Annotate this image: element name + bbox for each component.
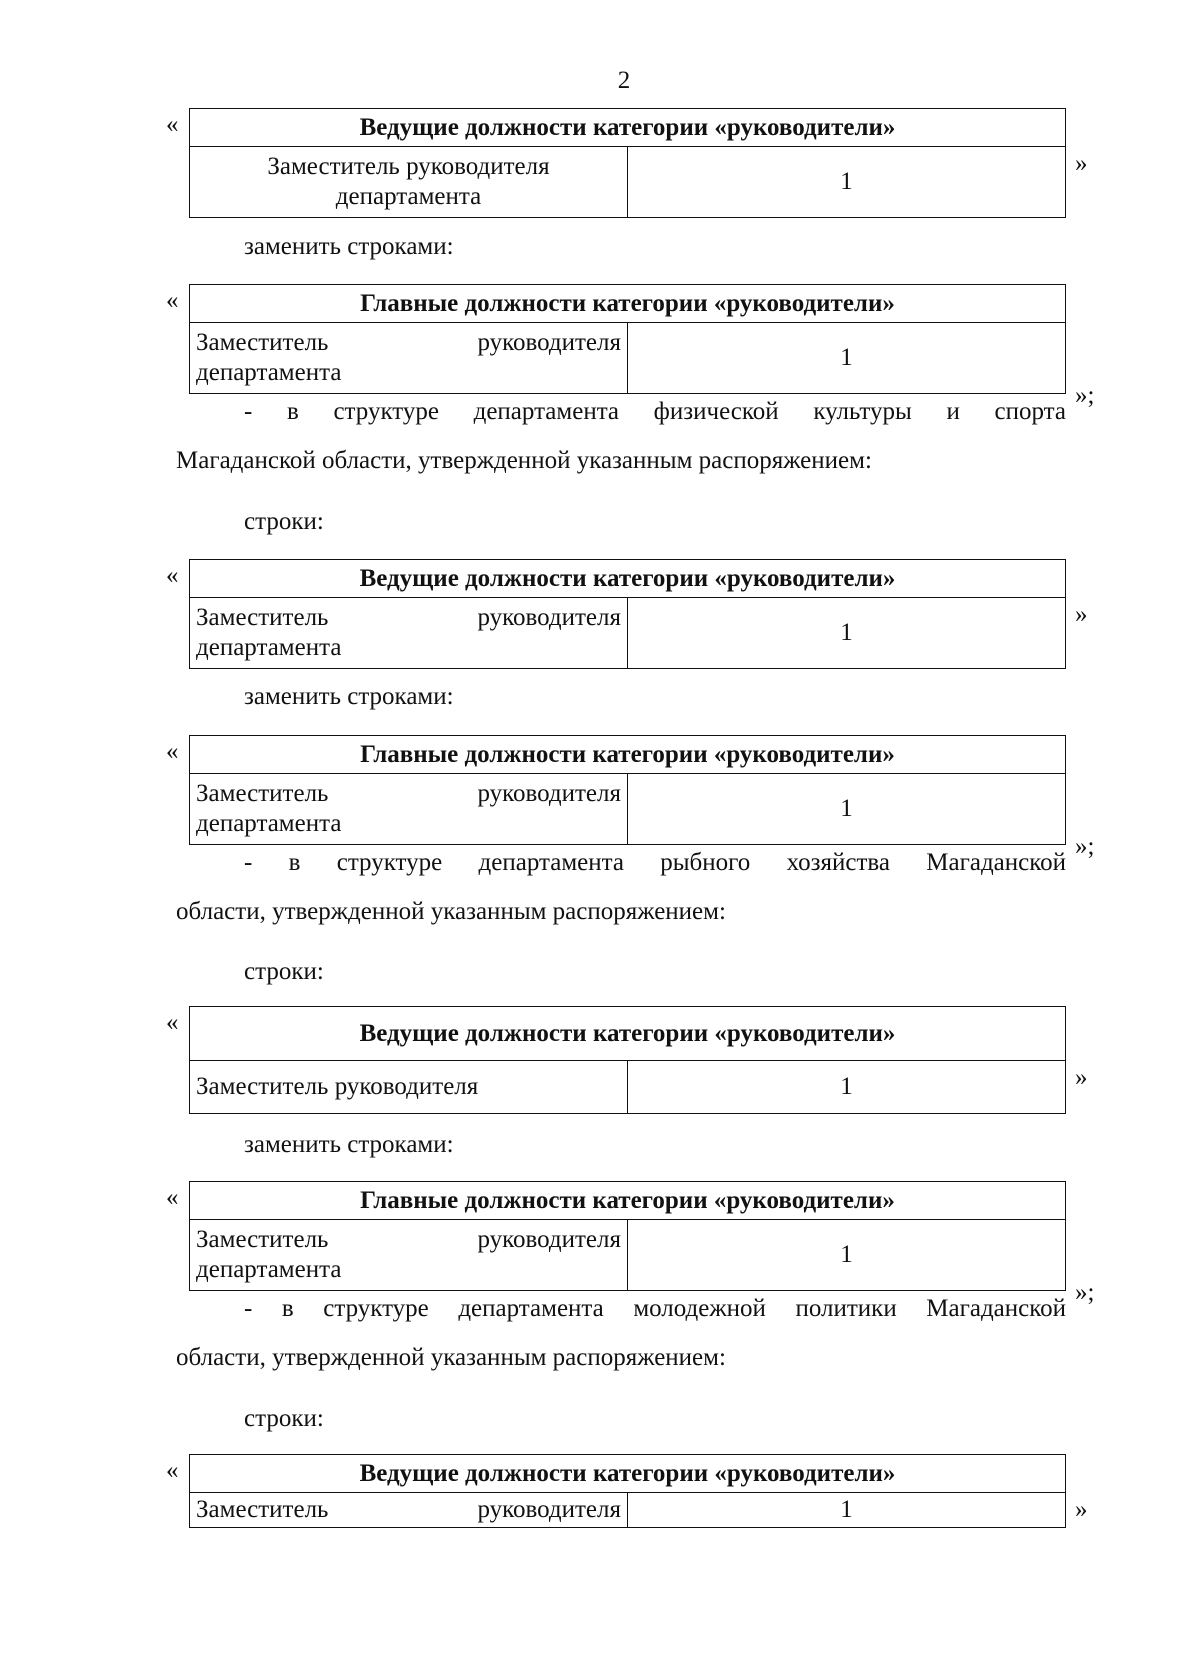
position-count: 1 — [628, 147, 1066, 218]
table-header: Главные должности категории «руководители» — [190, 285, 1066, 323]
paragraph-first-line: - в структуре департамента рыбного хозяйства Магаданской — [244, 849, 1066, 876]
position-count: 1 — [628, 1493, 1066, 1528]
opening-quote: « — [166, 1009, 179, 1036]
position-table — [189, 1006, 1066, 1114]
instruction-text: заменить строками: — [244, 233, 454, 260]
paragraph-first-line: - в структуре департамента физической культуры и спорта — [244, 398, 1066, 425]
opening-quote: « — [166, 1457, 179, 1484]
closing-quote: » — [1075, 150, 1088, 177]
table-header: Ведущие должности категории «руководители» — [190, 1455, 1066, 1493]
position-name: Заместитель руководителя — [190, 1061, 628, 1114]
position-word: руководителя — [477, 604, 621, 631]
closing-quote: » — [1075, 1064, 1088, 1091]
position-word: Заместитель — [196, 1226, 329, 1253]
position-name — [190, 774, 628, 845]
position-count: 1 — [628, 1220, 1066, 1291]
opening-quote: « — [166, 1184, 179, 1211]
position-table — [189, 735, 1066, 845]
closing-quote: » — [1075, 601, 1088, 628]
paragraph-rest: Магаданской области, утвержденной указанным распоряжением: — [176, 447, 872, 474]
opening-quote: « — [166, 111, 179, 138]
position-word: департамента — [196, 634, 342, 661]
position-table — [189, 1454, 1066, 1528]
closing-quote: » — [1075, 1496, 1088, 1523]
position-count: 1 — [628, 1061, 1066, 1114]
position-word: руководителя — [477, 1226, 621, 1253]
position-name — [190, 323, 628, 394]
position-name — [190, 1220, 628, 1291]
position-table — [189, 284, 1066, 394]
position-word: Заместитель — [196, 1496, 329, 1523]
opening-quote: « — [166, 287, 179, 314]
closing-quote: »; — [1075, 382, 1095, 409]
paragraph-rest: области, утвержденной указанным распоряжением: — [176, 898, 726, 925]
position-word: департамента — [196, 1256, 342, 1283]
position-count: 1 — [628, 774, 1066, 845]
instruction-text: строки: — [244, 1405, 324, 1432]
table-header: Главные должности категории «руководители» — [190, 736, 1066, 774]
position-word: руководителя — [477, 1496, 621, 1523]
position-word: руководителя — [477, 780, 621, 807]
position-word: Заместитель — [196, 604, 329, 631]
table-header: Ведущие должности категории «руководители» — [190, 560, 1066, 598]
position-table — [189, 108, 1066, 218]
instruction-text: заменить строками: — [244, 683, 454, 710]
table-header: Ведущие должности категории «руководители» — [190, 1007, 1066, 1061]
opening-quote: « — [166, 562, 179, 589]
paragraph-rest: области, утвержденной указанным распоряжением: — [176, 1344, 726, 1371]
position-word: Заместитель — [196, 329, 329, 356]
position-word: руководителя — [477, 329, 621, 356]
position-table — [189, 559, 1066, 669]
instruction-text: строки: — [244, 958, 324, 985]
amendment-paragraph — [176, 838, 1066, 936]
position-table — [189, 1181, 1066, 1291]
paragraph-first-line: - в структуре департамента молодежной политики Магаданской — [244, 1295, 1066, 1322]
position-name: Заместитель руководителя департамента — [190, 147, 628, 218]
position-count: 1 — [628, 598, 1066, 669]
instruction-text: заменить строками: — [244, 1131, 454, 1158]
closing-quote: »; — [1075, 1279, 1095, 1306]
amendment-paragraph — [176, 1284, 1066, 1382]
position-name — [190, 1493, 628, 1528]
position-word: департамента — [196, 359, 342, 386]
closing-quote: »; — [1075, 833, 1095, 860]
table-header: Главные должности категории «руководители» — [190, 1182, 1066, 1220]
instruction-text: строки: — [244, 508, 324, 535]
position-name — [190, 598, 628, 669]
table-header: Ведущие должности категории «руководители» — [190, 109, 1066, 147]
amendment-paragraph — [176, 387, 1066, 485]
page-number: 2 — [617, 67, 631, 94]
opening-quote: « — [166, 738, 179, 765]
position-word: департамента — [196, 810, 342, 837]
position-count: 1 — [628, 323, 1066, 394]
position-word: Заместитель — [196, 780, 329, 807]
